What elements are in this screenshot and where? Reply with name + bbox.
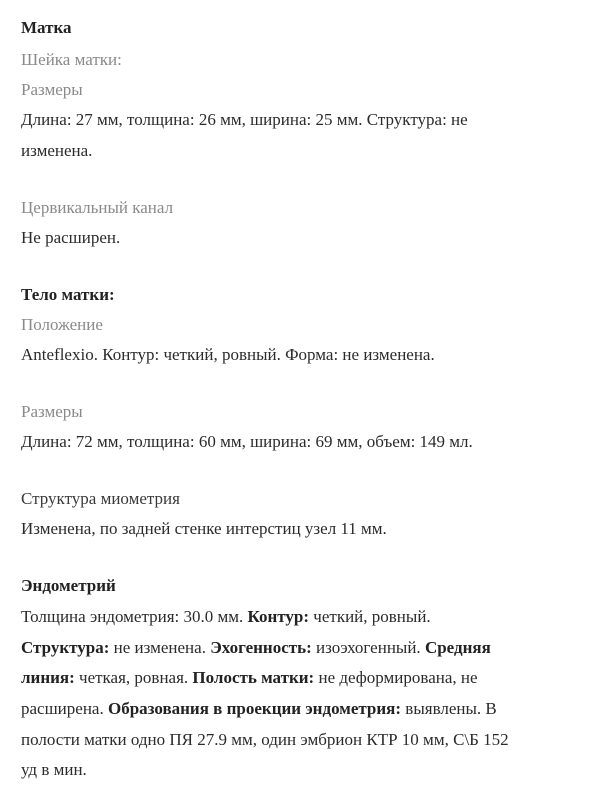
cavity-value-cont: расширена. — [21, 699, 108, 718]
endometrium-line-2 — [21, 638, 491, 658]
endometrium-line-4 — [21, 699, 497, 719]
midline-value: четкая, ровная. — [74, 668, 193, 687]
endometrium-thickness-text: Толщина эндометрия: 30.0 мм. — [21, 607, 248, 626]
endometrium-heading: Эндометрий — [21, 576, 116, 595]
uterus-body-heading: Тело матки: — [21, 285, 115, 304]
contour-value: четкий, ровный. — [309, 607, 431, 626]
echogenicity-label: Эхогенность: — [210, 638, 312, 657]
myometrium-value: Изменена, по задней стенке интерстиц узел 11 мм. — [21, 519, 387, 538]
structure-value: не изменена. — [109, 638, 211, 657]
structure-label: Структура: — [21, 638, 110, 657]
endometrium-line-1 — [21, 607, 431, 627]
position-label: Положение — [21, 315, 103, 334]
body-sizes-value: Длина: 72 мм, толщина: 60 мм, ширина: 69 мм, объем: 149 мл. — [21, 432, 473, 451]
myometrium-label: Структура миометрия — [21, 489, 180, 508]
contour-label: Контур: — [247, 607, 310, 626]
formations-value: выявлены. В — [401, 699, 497, 718]
body-sizes-label: Размеры — [21, 402, 83, 421]
cavity-value: не деформирована, не — [314, 668, 478, 687]
midline-label-part1: Средняя — [424, 638, 491, 657]
endometrium-line-6: уд в мин. — [21, 760, 87, 779]
cervix-sizes-label: Размеры — [21, 80, 83, 99]
position-value: Anteflexio. Контур: четкий, ровный. Форма: не изменена. — [21, 345, 435, 364]
cervix-sizes-value-line1: Длина: 27 мм, толщина: 26 мм, ширина: 25 мм. Структура: не — [21, 110, 468, 129]
cervical-canal-value: Не расширен. — [21, 228, 121, 247]
cervix-heading: Шейка матки: — [21, 50, 122, 69]
section-title-uterus: Матка — [21, 18, 72, 37]
cervical-canal-label: Цервикальный канал — [21, 198, 174, 217]
formations-label: Образования в проекции эндометрия: — [107, 699, 402, 718]
echogenicity-value: изоэхогенный. — [311, 638, 425, 657]
cavity-label: Полость матки: — [192, 668, 315, 687]
endometrium-line-5: полости матки одно ПЯ 27.9 мм, один эмбрион КТР 10 мм, С\Б 152 — [21, 730, 509, 749]
endometrium-line-3 — [21, 668, 478, 688]
cervix-sizes-value-line2: изменена. — [21, 141, 93, 160]
midline-label-part2: линия: — [21, 668, 75, 687]
